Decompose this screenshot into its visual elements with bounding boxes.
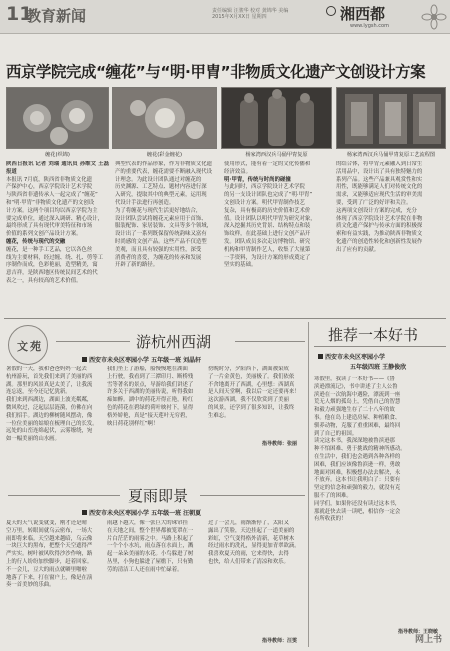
article2-line: 是人间天堂啊，我以后一定还要再来！ bbox=[208, 389, 300, 396]
article1-c3-line: 坚实的基础。 bbox=[224, 262, 257, 269]
logo-url: www.lygsh.com bbox=[350, 23, 389, 29]
wenyuan-badge bbox=[8, 325, 48, 365]
article1-c2-line: 设计出了一系列既保留传统韵味又富有 bbox=[115, 231, 207, 238]
article3-line: 露出了笑脸，天边挂起了一道美丽的 bbox=[208, 527, 295, 534]
article2-line: 远处的山峦连绵起伏，云雾缭绕，宛 bbox=[6, 428, 93, 435]
article1-c1-line: 本报讯 7月底，陕西省非物质文化遗 bbox=[6, 176, 93, 183]
article4-line: 服不了的困难。 bbox=[314, 492, 352, 499]
article1-c1-line: 产保护中心，西京学院设计艺术学院 bbox=[6, 184, 93, 191]
article1-column-4 bbox=[336, 161, 444, 311]
article1-c1-line: 线为主要材料，经过缠、绕、扎、剪等工 bbox=[6, 254, 104, 261]
article1-c4-line: 质文化遗产保护与传承方面的积极探 bbox=[336, 223, 423, 230]
article1-column-1 bbox=[6, 161, 109, 311]
photo-chanhua-1 bbox=[6, 87, 109, 149]
article3-line: 上的行人纷纷加快脚步，赶着回家。 bbox=[6, 558, 93, 565]
article4-line: 驯养动物，克服了重重困难，最终回 bbox=[314, 422, 401, 429]
article3-column-1 bbox=[6, 520, 102, 630]
article2-line: 这次游西湖，我不仅欣赏到了美丽 bbox=[208, 397, 289, 404]
article2-column-1 bbox=[6, 366, 102, 448]
article2-line: 傍晚时分，夕阳西下，湖面被染成 bbox=[208, 366, 289, 372]
article4-byline-school-text: 西安市未央区枣园小学 bbox=[325, 354, 386, 361]
article1-c3-line: 饰纹样，在此基础上进行文创产品开 bbox=[224, 231, 311, 238]
article3-title: 夏雨即景 bbox=[128, 487, 189, 505]
article2-line: 微风吹过，泛起层层涟漪，仿佛在向 bbox=[6, 404, 93, 411]
main-headline: 西京学院完成“缠花”与“明·甲胄”非物质文化遗产文创设计方案 bbox=[6, 63, 426, 81]
article1-c4-line: 出了应有的贡献。 bbox=[336, 246, 380, 253]
watermark: 网上书 bbox=[414, 635, 442, 645]
article3-line: 经过雨水的洗礼，显得更加青翠欲滴。 bbox=[208, 543, 300, 550]
page-number: 11 bbox=[6, 3, 33, 25]
article1-c2-line: 设计团队尝试将缠花元素应用于首饰、 bbox=[115, 215, 207, 222]
article1-c4-line: 这两项文创设计方案的完成，充分 bbox=[336, 207, 417, 214]
column-separator bbox=[308, 322, 309, 647]
header-info-line1: 责任编辑 汪骏华 校对 龚锦华 美编 bbox=[212, 8, 289, 14]
article1-c3-line: 发。团队成员多次走访博物馆、研究 bbox=[224, 238, 311, 245]
article1-c3-line: 复杂，具有极高的历史价值和艺术价 bbox=[224, 207, 311, 214]
article3-line: 也快，给人们带来了清凉和欢乐。 bbox=[208, 558, 289, 565]
article3-line: 劳的清洁工人还在雨中忙碌着。 bbox=[107, 566, 183, 573]
article2-line: 雪等著名的景点，导游给我们讲述了 bbox=[107, 381, 194, 388]
article3-line: 地落了下来，打在窗户上，像是在演 bbox=[6, 574, 93, 581]
article3-line: 一块巨大的黑布，把整个天空遮得严 bbox=[6, 543, 93, 550]
title-rule-right bbox=[235, 341, 305, 342]
section-divider bbox=[4, 318, 446, 319]
photo-jiazhou-2 bbox=[336, 87, 446, 149]
article2-line: 如一幅美丽的山水画。 bbox=[6, 436, 60, 443]
article3-line: 起一朵朵美丽的水花。小鸟躲进了树 bbox=[107, 551, 194, 558]
article4-title: 推荐一本好书 bbox=[328, 326, 419, 344]
byline-square-icon bbox=[318, 354, 323, 359]
article3-column-3 bbox=[208, 520, 304, 630]
article2-line: 痴如醉。湖中的荷花开得正艳，粉红 bbox=[107, 397, 194, 404]
article1-c1-line: 最终形成了具有现代审美特征和市场 bbox=[6, 223, 93, 230]
title-rule bbox=[314, 346, 446, 347]
article4-line: 有所收获的！ bbox=[314, 516, 347, 523]
photo-caption-1: 缠花(织锦) bbox=[45, 152, 70, 158]
article1-c4-line: 活用品中，设计出了具有独特魅力的 bbox=[336, 168, 423, 175]
header-info bbox=[212, 8, 327, 20]
article1-c4-line: 索和有益实践，为推动陕西非物质文 bbox=[336, 231, 423, 238]
article2-line: 生难忘。 bbox=[208, 412, 230, 419]
article3-line: 我喜欢夏天的雨，它来得快，去得 bbox=[208, 551, 289, 558]
photo-caption-4: 杨家湾西汉兵马俑甲胄复原工艺流程图 bbox=[346, 152, 436, 158]
article4-line: 种不怕困难、勇于挑战的精神所感动。 bbox=[314, 446, 406, 453]
title-rule-left bbox=[56, 341, 130, 342]
article1-c1-line: 缠花，是一种手工艺品，它以各色丝 bbox=[6, 246, 93, 253]
article3-line: 夏天的天气说变就变，刚才还是晴 bbox=[6, 520, 87, 526]
article3-line: 一个个小水坑，雨点落在水面上，溅 bbox=[107, 543, 194, 550]
article1-c2-line: 服装配饰、家居装饰、文具等多个领域， bbox=[115, 223, 213, 230]
article1-c1-line: 和“明·甲胄”非物质文化遗产的文创设 bbox=[6, 199, 95, 206]
article1-c4-line: 化遗产的创造性转化和创新性发展作 bbox=[336, 238, 423, 245]
article2-line: 我们来到西湖边，湖面上波光粼粼， bbox=[6, 397, 93, 404]
page-header bbox=[0, 0, 450, 34]
article3-line: 奏一首美妙的乐曲。 bbox=[6, 582, 55, 589]
article3-byline bbox=[82, 508, 201, 517]
article2-line: 我们坐上了游船，船慢慢地在湖面 bbox=[107, 366, 188, 372]
article1-c4-line: 的结合体，将甲胄元素融入到日常生 bbox=[336, 161, 423, 167]
article3-line: 片白茫茫的雨雾之中。马路上积起了 bbox=[107, 535, 194, 542]
article2-line: 我们招手。湖边的柳树随风摆动，像 bbox=[6, 412, 93, 419]
article3-line: 彩虹，空气变得格外清新，花草树木 bbox=[208, 535, 295, 542]
article1-c3-line: 机构和甲胄制作艺人，收集了大量第 bbox=[224, 246, 311, 253]
article1-c2-line: 为了将缠花与现代生活更好地结合， bbox=[115, 207, 202, 214]
article2-line: 暑假的一天，我和爸爸妈妈一起去 bbox=[6, 366, 87, 372]
article2-line: 色的荷花在碧绿的荷叶映衬下，显得 bbox=[107, 404, 194, 411]
photo-caption-2: 缠花(彩金缠花) bbox=[146, 152, 183, 158]
article1-c4-line: 需求，又能够适应现代生活的审美需 bbox=[336, 192, 423, 199]
article1-c1-line: 价值的系列文创产品设计方案。 bbox=[6, 231, 82, 238]
article1-c3-line: 经济效益。 bbox=[224, 168, 251, 175]
article2-byline bbox=[82, 355, 201, 364]
header-info-line2: 2015年X月XX日 星期四 bbox=[212, 14, 267, 20]
article3-line: 在天地之间，整个世界都被笼罩在一 bbox=[107, 527, 194, 534]
photo-caption-3: 杨家湾西汉兵马俑甲胄复原 bbox=[245, 152, 308, 158]
article2-line: 了一片金黄色，美丽极了。我们依依 bbox=[208, 373, 295, 380]
photo-jiazhou-1 bbox=[221, 87, 332, 149]
flower-decoration-icon bbox=[420, 4, 448, 30]
article2-line: 杭州游玩，首先我们来到了美丽的西 bbox=[6, 373, 93, 380]
article1-c3-line: 与此同时，西京学院设计艺术学院 bbox=[224, 184, 305, 191]
title-rule-left bbox=[8, 495, 120, 496]
article1-c2-line: 代设计手法进行再创造。 bbox=[115, 199, 175, 206]
article2-line: 湖。那里的风景真是太美了，让我流 bbox=[6, 381, 93, 388]
article1-c4-line: 系列产品。这些产品兼具观赏性和实 bbox=[336, 176, 423, 183]
article1-c2-line: 产的重要代表，缠花需要不断融入现代设 bbox=[115, 168, 213, 175]
article4-byline-class: 五年级四班 王静俊欣 bbox=[350, 364, 407, 371]
article4-teacher: 指导教师：王晓敏 bbox=[398, 629, 439, 635]
article2-teacher: 指导教师：张丽 bbox=[262, 441, 298, 447]
article2-line: 映日荷花别样红”啊！ bbox=[107, 420, 159, 427]
article1-subheading-chanhua: 缠花，传统与现代的交融 bbox=[6, 238, 66, 245]
article3-line: 过了一会儿，雨渐渐停了，太阳又 bbox=[208, 520, 289, 526]
article4-line: 读完这本书，我深深地被鲁滨逊那 bbox=[314, 438, 395, 445]
article1-column-2 bbox=[115, 161, 218, 311]
article1-c2-line: 入研究，提取其中的典型元素，运用现 bbox=[115, 192, 207, 199]
article2-line: 许多关于西湖的美丽传说，听得我如 bbox=[107, 389, 194, 396]
article1-c3-line: 深入挖掘其历史背景、结构特点和装 bbox=[224, 223, 311, 230]
article3-teacher: 指导教师：汪雯 bbox=[262, 638, 298, 644]
article1-c2-line: 典型代表的作品形象，作为非物质文化遗 bbox=[115, 161, 213, 167]
logo-mark-icon bbox=[326, 6, 336, 16]
article2-line: 的风景，还学到了很多知识，让我终 bbox=[208, 404, 295, 411]
article2-line: 不舍地离开了西湖，心里想：西湖真 bbox=[208, 381, 295, 388]
article3-byline-text: 西安市未央区枣园小学 五年级一班 汪朝夏 bbox=[89, 510, 202, 517]
article4-line: 和毅力顽强地生存了二十八年的故 bbox=[314, 407, 395, 414]
newspaper-logo: 湘西都 bbox=[340, 5, 386, 23]
article3-line: 严实实。树叶被风吹得沙沙作响，路 bbox=[6, 551, 93, 558]
article2-title: 游杭州西湖 bbox=[136, 333, 212, 351]
article3-line: 空万里，转眼间就乌云密布，一场大 bbox=[6, 527, 93, 534]
article4-line: 那就赶快去读一读吧，相信你一定会 bbox=[314, 508, 401, 515]
article4-line: 事。他在岛上建造房屋、种植粮食、 bbox=[314, 414, 401, 421]
article1-c2-line: 美观，而且具有较强的实用性，深受 bbox=[115, 246, 202, 253]
article4-line: 到了自己的祖国。 bbox=[314, 430, 358, 437]
article1-subheading-jiazhou: 明·甲胄，传统与时尚的碰撞 bbox=[224, 176, 291, 183]
article1-c3-line: 使用形式，能有着一定的文化传播和 bbox=[224, 161, 311, 167]
article3-column-2 bbox=[107, 520, 203, 630]
article4-line: 寒假里，我读了一本好书——《鲁 bbox=[314, 376, 395, 382]
article1-c3-line: 文创设计方案。明代甲胄制作技艺 bbox=[224, 199, 305, 206]
article2-byline-text: 西安市未央区枣园小学 五年级一班 刘晶轩 bbox=[89, 357, 202, 364]
article4-column bbox=[314, 376, 444, 626]
article2-column-2 bbox=[107, 366, 203, 448]
article1-c1-line: 意吉祥，是陕西地区传统民间艺术的代 bbox=[6, 270, 98, 277]
photo-chanhua-2 bbox=[112, 87, 217, 149]
article3-line: 雨即将来临。天空越来越暗，乌云像 bbox=[6, 535, 93, 542]
article1-c1-line: 计方案。这两个项目均以西京学院为主 bbox=[6, 207, 98, 214]
article1-c4-line: 体现了西京学院设计艺术学院在非物 bbox=[336, 215, 423, 222]
article4-line: 坚定的信念和顽强的毅力，就没有克 bbox=[314, 485, 401, 492]
badge-label: 文苑 bbox=[17, 340, 43, 353]
article4-line: 滨逊漂流记》，书中讲述了主人公鲁 bbox=[314, 383, 398, 390]
article1-c3-line: 一手资料，为设计方案的形成奠定了 bbox=[224, 254, 311, 261]
article4-line: 地面对困难，积极想办法去解决，永 bbox=[314, 469, 401, 476]
article2-line: 连忘返，至今还记忆犹新。 bbox=[6, 389, 71, 396]
article2-column-3 bbox=[208, 366, 304, 438]
article1-c1-line: 表之一，具有较高的艺术价值。 bbox=[6, 277, 82, 284]
article4-byline-school bbox=[318, 352, 385, 361]
article1-lead: 陕西日报讯 记者 刘瑞 通讯员 孙维文 王磊 报道 bbox=[6, 161, 109, 175]
article4-line: 滨逊在一次航海中遇险，漂流到一座 bbox=[314, 391, 401, 398]
article1-c4-line: 要，受到了广泛的好评和关注。 bbox=[336, 199, 412, 206]
article1-c1-line: 要完成单位，通过深入调研、精心设计， bbox=[6, 215, 104, 222]
byline-square-icon bbox=[82, 357, 87, 362]
article4-line: 不放弃。这本书让我明白了：只要有 bbox=[314, 477, 401, 484]
byline-square-icon bbox=[82, 510, 87, 515]
article2-line: 一位位美丽的姑娘在梳理自己的长发。 bbox=[6, 420, 98, 427]
article2-line: 上行驶，我看到了三潭印月、断桥残 bbox=[107, 373, 194, 380]
article2-line: 格外娇艳，真是“接天莲叶无穷碧， bbox=[107, 412, 191, 419]
article1-c2-line: 消费者的喜爱，为缠花的传承和发展 bbox=[115, 254, 202, 261]
article4-line: 在生活中，我们也会遇到各种各样的 bbox=[314, 453, 401, 460]
article1-c2-line: 开辟了新的路径。 bbox=[115, 262, 159, 269]
article1-c1-line: 与陕西省非遗传承人一起完成了“缠花” bbox=[6, 192, 98, 199]
title-rule-right bbox=[200, 495, 305, 496]
article3-line: 雨越下越大，像一张巨大的珠帘挂 bbox=[107, 520, 188, 526]
article3-line: 不一会儿，豆大的雨点就噼里啪啦 bbox=[6, 566, 87, 573]
article1-c1-line: 序制作而成，色彩艳丽，造型精美，寓 bbox=[6, 262, 98, 269]
article1-c2-line: 计理念。为此设计团队通过对缠花的 bbox=[115, 176, 202, 183]
article4-line: 同学们，如果你还没有读过这本书， bbox=[314, 500, 401, 507]
article3-line: 丛里，小狗也躲进了屋檐下，只有勤 bbox=[107, 558, 194, 565]
section-title: 教育新闻 bbox=[26, 7, 87, 25]
article1-c3-line: 的另一支设计团队也完成了“明·甲胄” bbox=[224, 192, 313, 199]
article4-line: 荒无人烟的孤岛上，凭借自己的智慧 bbox=[314, 399, 401, 406]
article1-c4-line: 用性，既能够满足人们对传统文化的 bbox=[336, 184, 423, 191]
article4-line: 困难，我们应该像鲁滨逊一样，勇敢 bbox=[314, 461, 401, 468]
article1-column-3 bbox=[224, 161, 330, 311]
article1-c2-line: 历史渊源、工艺特点、题材内容进行深 bbox=[115, 184, 207, 191]
article1-c3-line: 值。设计团队以明代甲胄为研究对象， bbox=[224, 215, 316, 222]
article1-c2-line: 时尚感的文创产品。这些产品不仅造型 bbox=[115, 238, 207, 245]
